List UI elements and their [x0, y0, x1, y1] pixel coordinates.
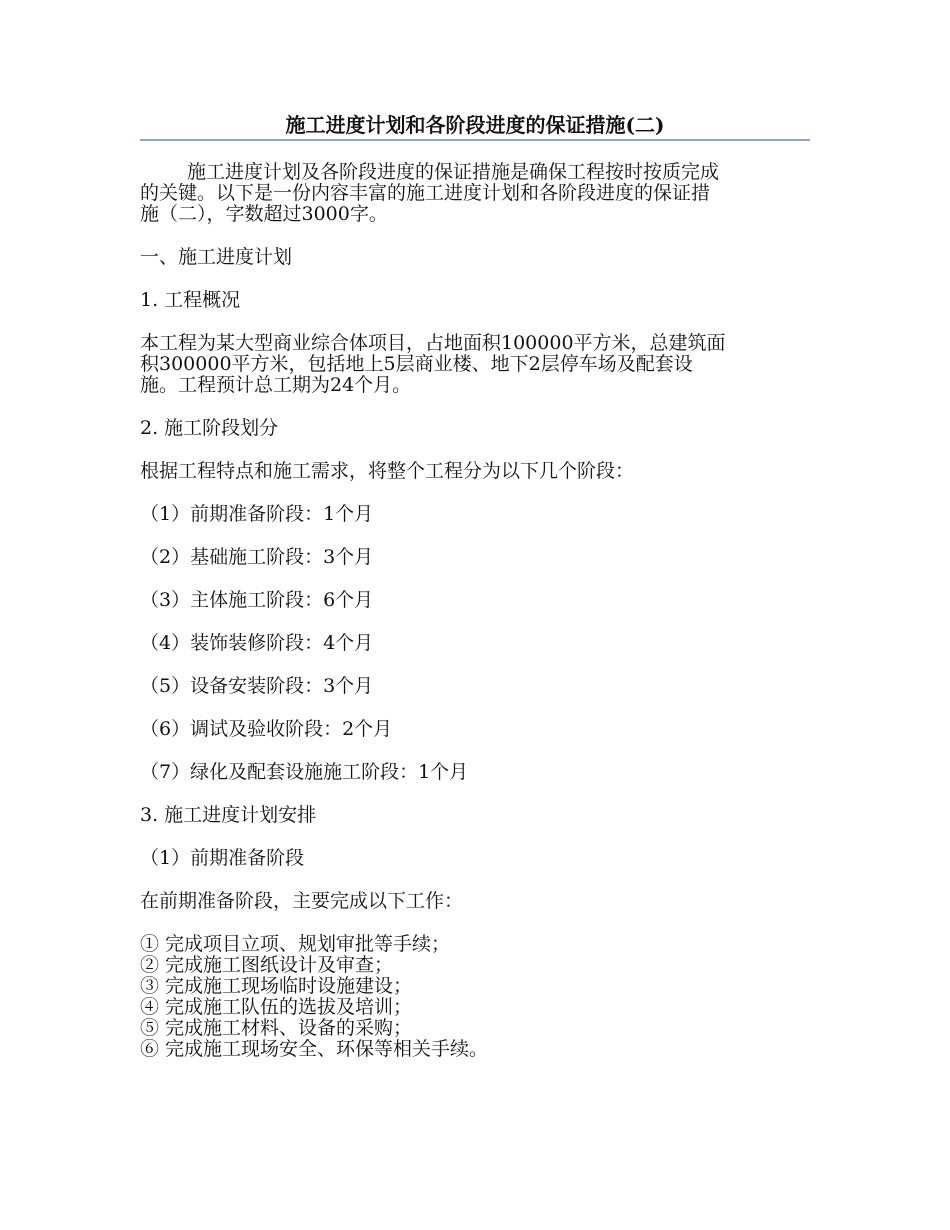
prep-task-item: ③ 完成施工现场临时设施建设； — [140, 975, 413, 997]
intro-line: 施工进度计划及各阶段进度的保证措施是确保工程按时按质完成 — [187, 161, 720, 183]
prep-heading: （1）前期准备阶段 — [140, 847, 305, 869]
phase-item: （1）前期准备阶段：1个月 — [140, 503, 374, 525]
phase-item: （3）主体施工阶段：6个月 — [140, 589, 374, 611]
phase-item: （7）绿化及配套设施施工阶段：1个月 — [140, 761, 469, 783]
prep-task-list — [140, 934, 820, 1060]
intro-line: 的关键。以下是一份内容丰富的施工进度计划和各阶段进度的保证措 — [140, 182, 711, 204]
prep-task-item: ⑤ 完成施工材料、设备的采购； — [140, 1017, 413, 1039]
intro-line: 施（二），字数超过3000字。 — [140, 203, 388, 225]
phase-item: （6）调试及验收阶段：2个月 — [140, 718, 393, 740]
overview-line: 积300000平方米，包括地上5层商业楼、地下2层停车场及配套设 — [140, 353, 693, 375]
subsection-heading: 2. 施工阶段划分 — [140, 417, 279, 439]
document-title: 施工进度计划和各阶段进度的保证措施(二) — [285, 113, 665, 137]
overview-paragraph — [140, 333, 820, 396]
phase-item: （5）设备安装阶段：3个月 — [140, 675, 374, 697]
section-heading: 一、施工进度计划 — [140, 246, 293, 268]
division-intro: 根据工程特点和施工需求，将整个工程分为以下几个阶段： — [140, 460, 635, 482]
prep-task-item: ⑥ 完成施工现场安全、环保等相关手续。 — [140, 1038, 489, 1060]
overview-line: 本工程为某大型商业综合体项目，占地面积100000平方米，总建筑面 — [140, 332, 726, 354]
intro-paragraph — [140, 162, 820, 225]
subsection-heading: 3. 施工进度计划安排 — [140, 804, 317, 826]
phase-item: （4）装饰装修阶段：4个月 — [140, 632, 374, 654]
overview-line: 施。工程预计总工期为24个月。 — [140, 374, 412, 396]
title-underline — [140, 139, 810, 141]
phase-item: （2）基础施工阶段：3个月 — [140, 546, 374, 568]
prep-task-item: ② 完成施工图纸设计及审查； — [140, 954, 394, 976]
document-body — [140, 152, 820, 1060]
prep-task-item: ① 完成项目立项、规划审批等手续； — [140, 933, 451, 955]
subsection-heading: 1. 工程概况 — [140, 289, 241, 311]
prep-intro: 在前期准备阶段，主要完成以下工作： — [140, 890, 464, 912]
prep-task-item: ④ 完成施工队伍的选拔及培训； — [140, 996, 413, 1018]
